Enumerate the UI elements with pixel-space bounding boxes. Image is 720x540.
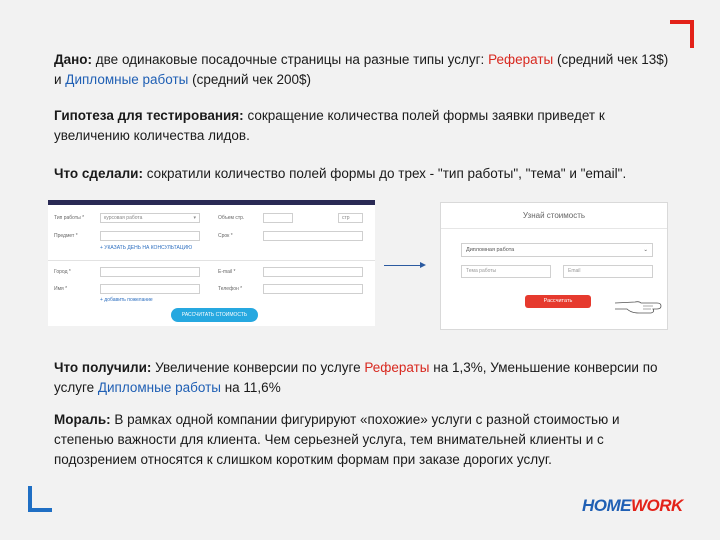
- given-text-2: (средний чек 13$) и: [54, 52, 669, 87]
- work-type-value: курсовая работа: [104, 215, 143, 221]
- result-text-3: на 11,6%: [220, 380, 281, 395]
- form-label-subject: Предмет *: [54, 233, 78, 239]
- logo-part-work: WORK: [631, 496, 683, 515]
- unit-value: стр: [342, 215, 350, 221]
- new-form-screenshot: [440, 202, 668, 330]
- email-input[interactable]: [263, 267, 363, 277]
- result-service-diplomas: Дипломные работы: [97, 380, 221, 395]
- moral-text: В рамках одной компании фигурируют «похожие» услуги с разной стоимостью и степенью важности для клиента. Чем серьезней услуга, тем внимательней клиенты и с подозрением относятся к слишком коротким формам при заказе дорогих услуг.: [54, 412, 620, 467]
- chevron-down-icon: ⌄: [643, 247, 648, 253]
- city-input[interactable]: [100, 267, 200, 277]
- unit-select[interactable]: [338, 213, 363, 223]
- given-service-diplomas: Дипломные работы: [65, 72, 189, 87]
- given-label: Дано:: [54, 52, 93, 67]
- email-input-new[interactable]: Email: [563, 265, 653, 278]
- result-label: Что получили:: [54, 360, 152, 375]
- form-label-volume: Объем стр.: [218, 215, 245, 221]
- hypothesis-text: сокращение количества полей формы заявки приведет к увеличению количества лидов.: [54, 108, 605, 143]
- name-input[interactable]: [100, 284, 200, 294]
- form-label-email: E-mail *: [218, 269, 236, 275]
- pointing-hand-icon: [613, 291, 665, 317]
- moral-paragraph: [54, 410, 674, 470]
- volume-input[interactable]: [263, 213, 293, 223]
- given-text-3: (средний чек 200$): [188, 72, 311, 87]
- work-type-select[interactable]: [100, 213, 200, 223]
- given-service-abstracts: Рефераты: [488, 52, 554, 67]
- chevron-down-icon: ▾: [193, 215, 196, 221]
- arrow-right-icon: [420, 262, 426, 268]
- result-service-abstracts: Рефераты: [364, 360, 430, 375]
- subject-input[interactable]: [100, 231, 200, 241]
- calculate-button[interactable]: Рассчитать: [525, 295, 591, 308]
- form-divider: [48, 260, 375, 261]
- done-text: сократили количество полей формы до трех - "тип работы", "тема" и "email".: [142, 166, 627, 181]
- hypothesis-paragraph: [54, 106, 674, 146]
- form-label-city: Город *: [54, 269, 71, 275]
- deadline-input[interactable]: [263, 231, 363, 241]
- form-label-phone: Телефон *: [218, 286, 243, 292]
- logo-part-home: HOME: [582, 496, 631, 515]
- old-form-screenshot: [48, 200, 375, 326]
- calculate-cost-button[interactable]: РАССЧИТАТЬ СТОИМОСТЬ: [171, 308, 258, 322]
- result-text-1: Увеличение конверсии по услуге: [151, 360, 365, 375]
- done-paragraph: [54, 164, 674, 184]
- form-label-deadline: Срок *: [218, 233, 233, 239]
- form-label-work-type: Тип работы *: [54, 215, 85, 221]
- work-type-select-new[interactable]: [461, 243, 653, 257]
- given-paragraph: [54, 50, 674, 90]
- result-paragraph: [54, 358, 674, 398]
- result-text-2: на 1,3%, Уменьшение конверсии по услуге: [54, 360, 658, 395]
- given-text-1: две одинаковые посадочные страницы на разные типы услуг:: [92, 52, 489, 67]
- done-label: Что сделали:: [54, 166, 143, 181]
- moral-label: Мораль:: [54, 412, 111, 427]
- phone-input[interactable]: [263, 284, 363, 294]
- hypothesis-label: Гипотеза для тестирования:: [54, 108, 244, 123]
- corner-decoration-top-right: [670, 20, 694, 48]
- new-form-title: Узнай стоимость: [441, 203, 667, 229]
- corner-decoration-bottom-left: [28, 486, 52, 512]
- add-wish-link[interactable]: + добавить пожелание: [100, 297, 153, 303]
- consultation-link[interactable]: + УКАЗАТЬ ДЕНЬ НА КОНСУЛЬТАЦИЮ: [100, 245, 193, 251]
- arrow-line: [384, 265, 424, 266]
- homework-logo: [582, 496, 683, 516]
- topic-input[interactable]: Тема работы: [461, 265, 551, 278]
- work-type-select-value: Дипломная работа: [466, 247, 515, 253]
- form-label-name: Имя *: [54, 286, 68, 292]
